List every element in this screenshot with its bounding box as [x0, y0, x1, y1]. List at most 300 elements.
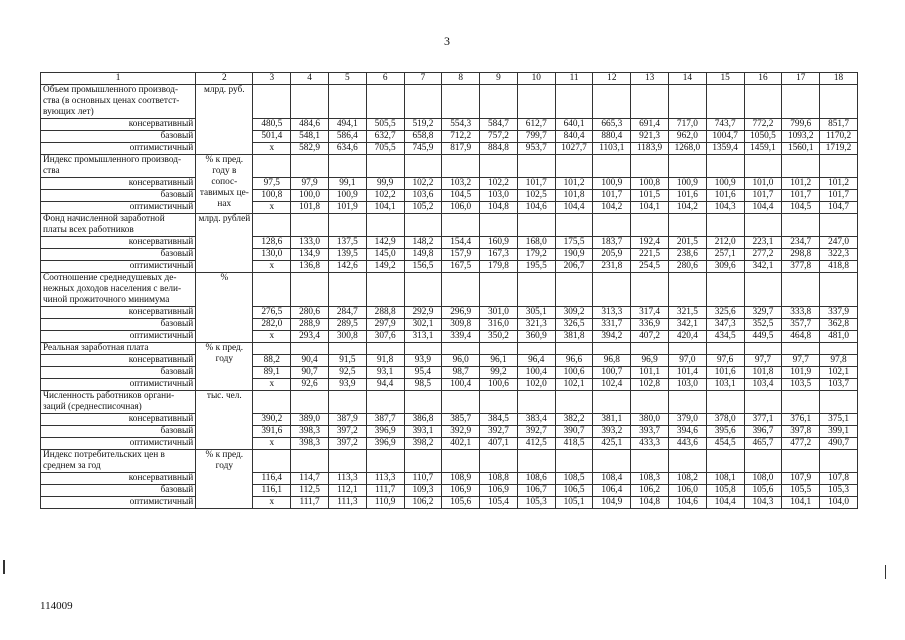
value-cell: 393,2 [593, 426, 631, 438]
cell-line: Индекс потребительских цен в [43, 450, 165, 460]
value-cell: 212,0 [706, 237, 744, 249]
column-header: 7 [404, 73, 442, 85]
value-cell: 329,7 [744, 307, 782, 319]
value-cell: x [253, 331, 291, 343]
value-cell: 333,8 [782, 307, 820, 319]
value-cell: 101,2 [820, 178, 858, 190]
value-cell: 399,1 [820, 426, 858, 438]
cell-line [198, 236, 250, 247]
unit-cell [196, 343, 253, 391]
empty-cell [744, 85, 782, 119]
empty-cell [669, 391, 707, 414]
cell-line: Фонд начисленной заработной [43, 214, 165, 224]
value-cell: 385,7 [442, 414, 480, 426]
value-cell: 101,1 [631, 367, 669, 379]
empty-cell [291, 343, 329, 355]
value-cell: 501,4 [253, 131, 291, 143]
empty-cell [366, 85, 404, 119]
value-cell: 745,9 [404, 143, 442, 155]
cell-line [198, 365, 250, 376]
value-cell: 288,9 [291, 319, 329, 331]
scenario-row [41, 331, 858, 343]
value-cell: 90,4 [291, 355, 329, 367]
value-cell: 101,9 [782, 367, 820, 379]
value-cell: 108,6 [517, 473, 555, 485]
value-cell: 480,5 [253, 119, 291, 131]
empty-cell [442, 391, 480, 414]
empty-cell [366, 273, 404, 307]
empty-cell [820, 155, 858, 178]
value-cell: 108,5 [555, 473, 593, 485]
cell-line: ства [43, 166, 60, 176]
value-cell: 336,9 [631, 319, 669, 331]
value-cell: 254,5 [631, 261, 669, 273]
empty-cell [669, 155, 707, 178]
value-cell: 105,5 [782, 485, 820, 497]
scenario-row [41, 473, 858, 485]
value-cell: 90,7 [291, 367, 329, 379]
empty-cell [631, 214, 669, 237]
right-margin-mark [885, 565, 886, 579]
value-cell: 1719,2 [820, 143, 858, 155]
empty-cell [555, 85, 593, 119]
value-cell: 443,6 [669, 438, 707, 450]
column-header: 6 [366, 73, 404, 85]
value-cell: 386,8 [404, 414, 442, 426]
cell-line: % к пред. [205, 155, 244, 165]
value-cell: 396,9 [366, 438, 404, 450]
empty-cell [782, 273, 820, 307]
value-cell: 381,8 [555, 331, 593, 343]
empty-cell [442, 273, 480, 307]
value-cell: 297,9 [366, 319, 404, 331]
cell-line: Индекс промышленного производ- [43, 155, 182, 165]
value-cell: 112,1 [328, 485, 366, 497]
cell-line [198, 96, 250, 107]
value-cell: 109,3 [404, 485, 442, 497]
value-cell: 375,1 [820, 414, 858, 426]
empty-cell [253, 450, 291, 473]
value-cell: 658,8 [404, 131, 442, 143]
value-cell: 100,6 [480, 379, 518, 391]
cell-line: % к пред. [205, 343, 244, 353]
value-cell: 175,5 [555, 237, 593, 249]
empty-cell [328, 214, 366, 237]
value-cell: 377,1 [744, 414, 782, 426]
value-cell: 102,2 [404, 178, 442, 190]
indicator-title [41, 273, 196, 307]
value-cell: 98,5 [404, 379, 442, 391]
indicator-title [41, 343, 196, 355]
value-cell: 104,5 [442, 190, 480, 202]
scenario-label: оптимистичный [41, 379, 196, 391]
empty-cell [706, 214, 744, 237]
value-cell: 317,4 [631, 307, 669, 319]
value-cell: 102,1 [820, 367, 858, 379]
value-cell: 326,5 [555, 319, 593, 331]
value-cell: 494,1 [328, 119, 366, 131]
value-cell: 347,3 [706, 319, 744, 331]
empty-cell [404, 214, 442, 237]
value-cell: 96,8 [593, 355, 631, 367]
value-cell: 103,1 [706, 379, 744, 391]
value-cell: 632,7 [366, 131, 404, 143]
column-header: 5 [328, 73, 366, 85]
empty-cell [820, 450, 858, 473]
value-cell: 104,4 [555, 202, 593, 214]
empty-cell [782, 214, 820, 237]
value-cell: 107,8 [820, 473, 858, 485]
cell-line [198, 107, 250, 118]
value-cell: 92,6 [291, 379, 329, 391]
value-cell: 383,4 [517, 414, 555, 426]
value-cell: 179,8 [480, 261, 518, 273]
empty-cell [366, 214, 404, 237]
value-cell: 167,3 [480, 249, 518, 261]
value-cell: 93,1 [366, 367, 404, 379]
cell-line [198, 472, 250, 483]
value-cell: 106,0 [669, 485, 707, 497]
value-cell: 106,9 [480, 485, 518, 497]
value-cell: 91,5 [328, 355, 366, 367]
section-header-row [41, 155, 858, 178]
value-cell: 93,9 [328, 379, 366, 391]
empty-cell [555, 214, 593, 237]
value-cell: 108,2 [669, 473, 707, 485]
empty-cell [517, 155, 555, 178]
cell-line [198, 295, 250, 306]
value-cell: 665,3 [593, 119, 631, 131]
empty-cell [593, 85, 631, 119]
scenario-row [41, 119, 858, 131]
scenario-label: базовый [41, 485, 196, 497]
value-cell: 106,7 [517, 485, 555, 497]
value-cell: 477,2 [782, 438, 820, 450]
empty-cell [404, 450, 442, 473]
value-cell: 102,4 [593, 379, 631, 391]
value-cell: x [253, 202, 291, 214]
section-header-row [41, 214, 858, 237]
value-cell: 376,1 [782, 414, 820, 426]
value-cell: 111,7 [366, 485, 404, 497]
value-cell: 276,5 [253, 307, 291, 319]
value-cell: 1027,7 [555, 143, 593, 155]
value-cell: 102,0 [517, 379, 555, 391]
empty-cell [480, 343, 518, 355]
value-cell: 307,6 [366, 331, 404, 343]
value-cell: 104,8 [480, 202, 518, 214]
empty-cell [744, 450, 782, 473]
empty-cell [744, 343, 782, 355]
value-cell: 192,4 [631, 237, 669, 249]
value-cell: 799,7 [517, 131, 555, 143]
value-cell: 1050,5 [744, 131, 782, 143]
column-header: 2 [196, 73, 253, 85]
cell-line: тавимых це- [199, 188, 249, 198]
value-cell: 433,3 [631, 438, 669, 450]
empty-cell [291, 391, 329, 414]
forecast-table [40, 72, 858, 509]
value-cell: 953,7 [517, 143, 555, 155]
scenario-label: базовый [41, 249, 196, 261]
value-cell: 880,4 [593, 131, 631, 143]
empty-cell [291, 273, 329, 307]
empty-cell [820, 391, 858, 414]
value-cell: 305,1 [517, 307, 555, 319]
empty-cell [517, 273, 555, 307]
value-cell: 145,0 [366, 249, 404, 261]
value-cell: 481,0 [820, 331, 858, 343]
value-cell: 586,4 [328, 131, 366, 143]
value-cell: 280,6 [669, 261, 707, 273]
empty-cell [593, 155, 631, 178]
value-cell: 137,5 [328, 237, 366, 249]
value-cell: x [253, 379, 291, 391]
scenario-label: оптимистичный [41, 331, 196, 343]
section-header-row [41, 343, 858, 355]
empty-cell [517, 450, 555, 473]
value-cell: 100,0 [291, 190, 329, 202]
empty-cell [744, 155, 782, 178]
scenario-row [41, 178, 858, 190]
value-cell: 840,4 [555, 131, 593, 143]
value-cell: 352,5 [744, 319, 782, 331]
unit-cell [196, 155, 253, 214]
value-cell: 772,2 [744, 119, 782, 131]
scenario-row [41, 438, 858, 450]
value-cell: 128,6 [253, 237, 291, 249]
value-cell: 103,4 [744, 379, 782, 391]
value-cell: 106,4 [593, 485, 631, 497]
value-cell: 103,2 [442, 178, 480, 190]
value-cell: 743,7 [706, 119, 744, 131]
scenario-row [41, 202, 858, 214]
unit-cell [196, 85, 253, 155]
value-cell: 390,7 [555, 426, 593, 438]
value-cell: 97,0 [669, 355, 707, 367]
cell-line: млрд. рублей [198, 214, 251, 224]
value-cell: 100,8 [631, 178, 669, 190]
value-cell: 377,8 [782, 261, 820, 273]
value-cell: 104,6 [517, 202, 555, 214]
value-cell: 392,7 [480, 426, 518, 438]
value-cell: 108,4 [593, 473, 631, 485]
empty-cell [555, 343, 593, 355]
value-cell: 691,4 [631, 119, 669, 131]
value-cell: 103,6 [404, 190, 442, 202]
empty-cell [291, 450, 329, 473]
empty-cell [706, 155, 744, 178]
value-cell: 851,7 [820, 119, 858, 131]
empty-cell [782, 391, 820, 414]
empty-cell [404, 273, 442, 307]
scenario-row [41, 414, 858, 426]
value-cell: 394,2 [593, 331, 631, 343]
value-cell: 394,6 [669, 426, 707, 438]
value-cell: 402,1 [442, 438, 480, 450]
empty-cell [631, 391, 669, 414]
value-cell: 106,0 [442, 202, 480, 214]
empty-cell [480, 450, 518, 473]
empty-cell [328, 391, 366, 414]
scenario-label: консервативный [41, 307, 196, 319]
scenario-label: консервативный [41, 473, 196, 485]
section-header-row [41, 85, 858, 119]
empty-cell [404, 155, 442, 178]
empty-cell [631, 343, 669, 355]
value-cell: 97,7 [782, 355, 820, 367]
header-row [41, 73, 858, 85]
value-cell: 101,4 [669, 367, 707, 379]
scenario-row [41, 131, 858, 143]
empty-cell [593, 343, 631, 355]
empty-cell [593, 391, 631, 414]
scenario-label: оптимистичный [41, 202, 196, 214]
scenario-label: консервативный [41, 237, 196, 249]
value-cell: 100,9 [706, 178, 744, 190]
value-cell: 382,2 [555, 414, 593, 426]
scenario-label: консервативный [41, 119, 196, 131]
empty-cell [404, 391, 442, 414]
scenario-row [41, 379, 858, 391]
value-cell: 101,6 [706, 190, 744, 202]
value-cell: 195,5 [517, 261, 555, 273]
scenario-label: консервативный [41, 355, 196, 367]
indicator-title [41, 155, 196, 178]
value-cell: 325,6 [706, 307, 744, 319]
empty-cell [706, 343, 744, 355]
value-cell: 1004,7 [706, 131, 744, 143]
value-cell: 101,5 [631, 190, 669, 202]
value-cell: 418,5 [555, 438, 593, 450]
value-cell: 104,2 [669, 202, 707, 214]
empty-cell [480, 214, 518, 237]
empty-cell [480, 155, 518, 178]
scenario-label: базовый [41, 319, 196, 331]
value-cell: 101,7 [593, 190, 631, 202]
value-cell: 387,9 [328, 414, 366, 426]
value-cell: 102,8 [631, 379, 669, 391]
scenario-row [41, 249, 858, 261]
value-cell: 154,4 [442, 237, 480, 249]
empty-cell [782, 85, 820, 119]
empty-cell [669, 450, 707, 473]
value-cell: 396,9 [366, 426, 404, 438]
value-cell: 392,7 [517, 426, 555, 438]
empty-cell [744, 214, 782, 237]
value-cell: 104,8 [631, 497, 669, 509]
value-cell: 95,4 [404, 367, 442, 379]
empty-cell [820, 214, 858, 237]
value-cell: 381,1 [593, 414, 631, 426]
value-cell: 190,9 [555, 249, 593, 261]
value-cell: 112,5 [291, 485, 329, 497]
value-cell: 284,7 [328, 307, 366, 319]
value-cell: 167,5 [442, 261, 480, 273]
value-cell: 392,9 [442, 426, 480, 438]
value-cell: 108,9 [442, 473, 480, 485]
value-cell: 449,5 [744, 331, 782, 343]
empty-cell [253, 391, 291, 414]
value-cell: 93,9 [404, 355, 442, 367]
value-cell: 100,9 [328, 190, 366, 202]
cell-line: % к пред. [205, 450, 244, 460]
indicator-title [41, 214, 196, 237]
value-cell: 107,9 [782, 473, 820, 485]
value-cell: 360,9 [517, 331, 555, 343]
value-cell: 331,7 [593, 319, 631, 331]
value-cell: 179,2 [517, 249, 555, 261]
empty-cell [820, 85, 858, 119]
value-cell: 104,0 [820, 497, 858, 509]
value-cell: 313,3 [593, 307, 631, 319]
value-cell: 962,0 [669, 131, 707, 143]
value-cell: 490,7 [820, 438, 858, 450]
value-cell: 104,3 [706, 202, 744, 214]
empty-cell [291, 155, 329, 178]
value-cell: 484,6 [291, 119, 329, 131]
scenario-label: оптимистичный [41, 497, 196, 509]
empty-cell [631, 450, 669, 473]
value-cell: 97,6 [706, 355, 744, 367]
value-cell: 289,5 [328, 319, 366, 331]
scenario-row [41, 355, 858, 367]
value-cell: 101,8 [291, 202, 329, 214]
cell-line: заций (среднесписочная) [43, 402, 142, 412]
value-cell: 582,9 [291, 143, 329, 155]
value-cell: 130,0 [253, 249, 291, 261]
cell-line: чиной прожиточного минимума [43, 295, 170, 305]
value-cell: 395,6 [706, 426, 744, 438]
cell-line: млрд. руб. [204, 85, 245, 95]
value-cell: 296,9 [442, 307, 480, 319]
value-cell: 1170,2 [820, 131, 858, 143]
value-cell: 316,0 [480, 319, 518, 331]
value-cell: 94,4 [366, 379, 404, 391]
value-cell: 454,5 [706, 438, 744, 450]
empty-cell [517, 85, 555, 119]
value-cell: 101,6 [669, 190, 707, 202]
empty-cell [555, 391, 593, 414]
value-cell: 102,2 [366, 190, 404, 202]
value-cell: 1183,9 [631, 143, 669, 155]
empty-cell [366, 155, 404, 178]
value-cell: 105,2 [404, 202, 442, 214]
scenario-row [41, 237, 858, 249]
empty-cell [631, 85, 669, 119]
cell-line: среднем за год [43, 461, 101, 471]
value-cell: 379,0 [669, 414, 707, 426]
value-cell: 104,4 [744, 202, 782, 214]
column-header: 10 [517, 73, 555, 85]
unit-cell [196, 273, 253, 343]
value-cell: 136,8 [291, 261, 329, 273]
value-cell: 298,8 [782, 249, 820, 261]
value-cell: 104,1 [782, 497, 820, 509]
value-cell: 201,5 [669, 237, 707, 249]
value-cell: 103,0 [669, 379, 707, 391]
column-header: 12 [593, 73, 631, 85]
scenario-label: консервативный [41, 178, 196, 190]
value-cell: 183,7 [593, 237, 631, 249]
column-header: 3 [253, 73, 291, 85]
column-header: 14 [669, 73, 707, 85]
value-cell: 221,5 [631, 249, 669, 261]
cell-line [198, 402, 250, 413]
scenario-label: базовый [41, 367, 196, 379]
section-header-row [41, 273, 858, 307]
value-cell: 342,1 [744, 261, 782, 273]
